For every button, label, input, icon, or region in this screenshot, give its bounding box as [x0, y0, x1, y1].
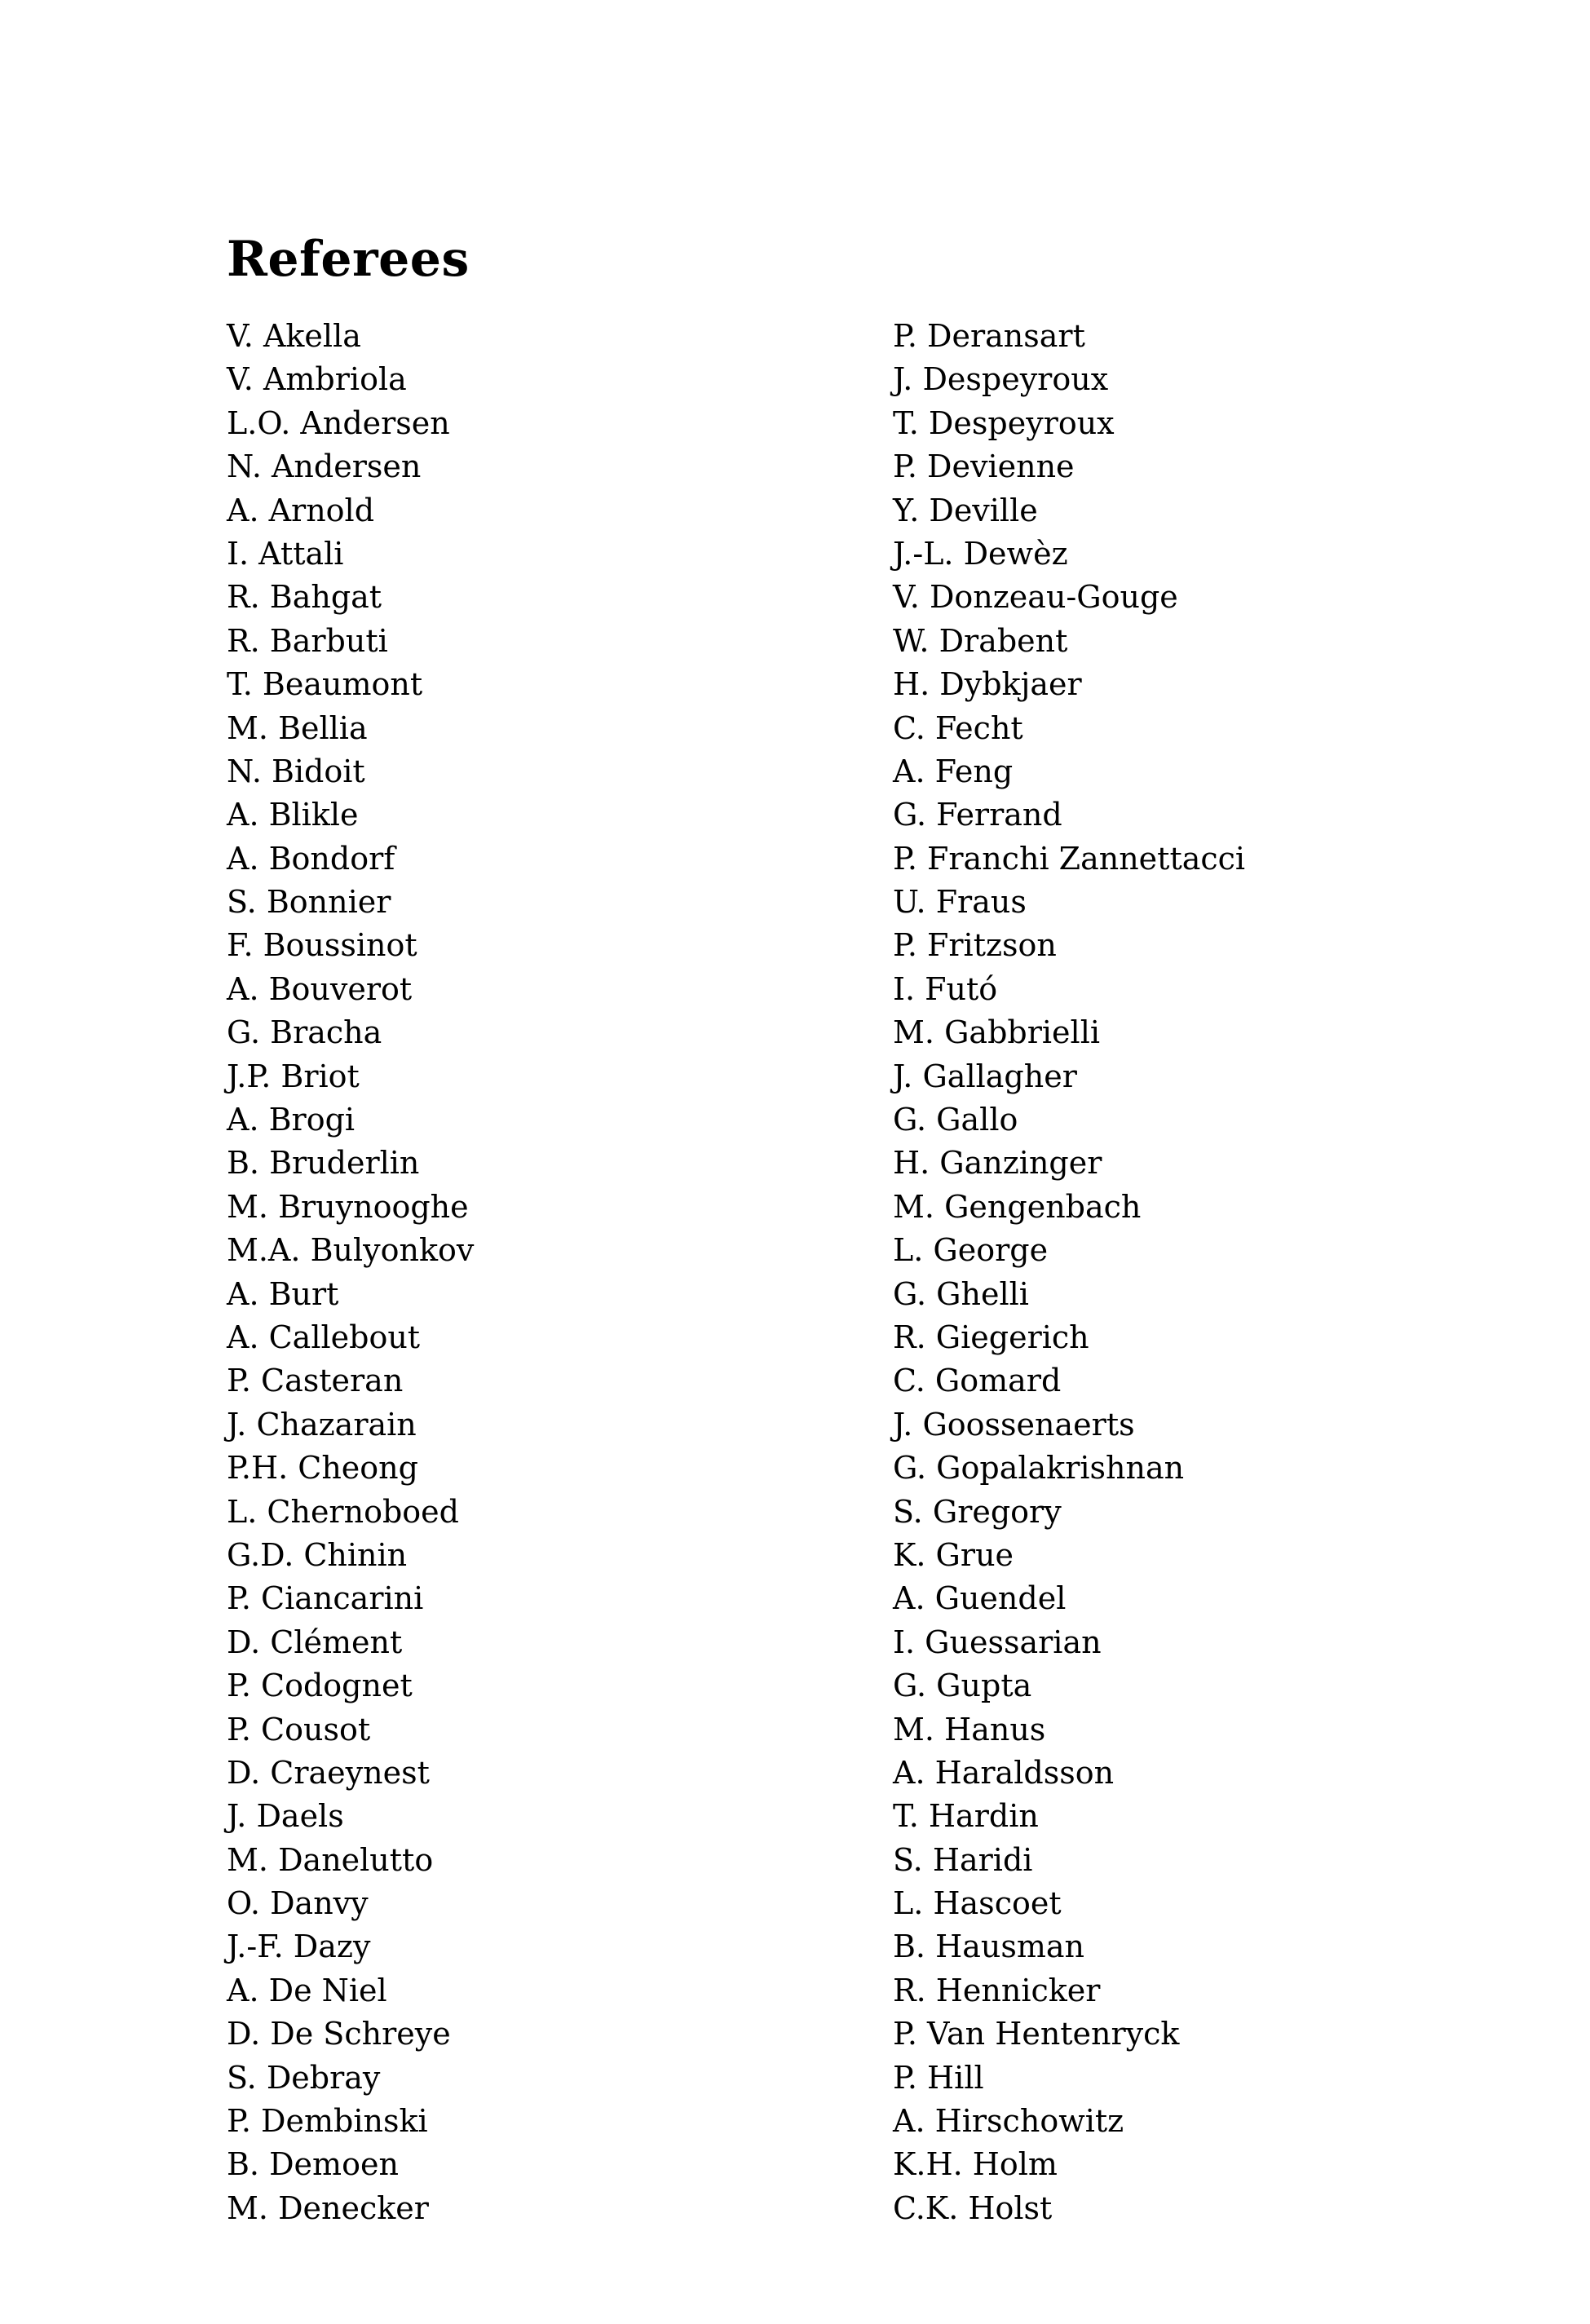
referee-name: L. Chernoboed — [227, 1493, 459, 1530]
referee-name: M. Bruynooghe — [227, 1188, 469, 1225]
referee-name: G. Bracha — [227, 1014, 382, 1051]
referee-name: O. Danvy — [227, 1885, 369, 1922]
referee-name: A. De Niel — [227, 1972, 387, 2008]
referee-name: N. Bidoit — [227, 753, 365, 789]
referee-name: P. Ciancarini — [227, 1580, 424, 1617]
referee-name: J. Chazarain — [227, 1406, 417, 1443]
referee-name: P. Fritzson — [893, 927, 1057, 964]
referee-name: P. Van Hentenryck — [893, 2016, 1180, 2052]
referee-name: P.H. Cheong — [227, 1450, 418, 1487]
referee-name: R. Hennicker — [893, 1972, 1101, 2008]
referee-name: A. Arnold — [227, 492, 375, 528]
referee-name: B. Bruderlin — [227, 1145, 420, 1182]
referee-name: T. Hardin — [893, 1798, 1039, 1835]
referee-list-left — [227, 315, 474, 2230]
referee-name: R. Giegerich — [893, 1319, 1089, 1355]
referee-name: G. Gopalakrishnan — [893, 1450, 1185, 1487]
referee-name: C.K. Holst — [893, 2189, 1053, 2226]
referee-name: G.D. Chinin — [227, 1536, 408, 1573]
referee-name: D. Craeynest — [227, 1754, 430, 1791]
referee-name: G. Gallo — [893, 1102, 1018, 1138]
page-title: Referees — [227, 231, 470, 288]
referee-name: L.O. Andersen — [227, 404, 450, 441]
referee-name: K. Grue — [893, 1536, 1014, 1573]
referee-name: G. Gupta — [893, 1668, 1032, 1704]
referee-name: A. Callebout — [227, 1319, 421, 1355]
referee-name: R. Barbuti — [227, 622, 388, 659]
referee-name: J. Despeyroux — [893, 361, 1109, 398]
referee-name: J.-L. Dewèz — [893, 535, 1068, 572]
referee-name: A. Hirschowitz — [893, 2103, 1124, 2140]
referee-name: M. Gabbrielli — [893, 1014, 1100, 1051]
referee-name: I. Guessarian — [893, 1624, 1102, 1660]
referee-name: S. Bonnier — [227, 884, 391, 921]
referee-name: C. Fecht — [893, 709, 1023, 746]
referee-name: C. Gomard — [893, 1363, 1062, 1399]
referee-name: A. Guendel — [893, 1580, 1067, 1617]
referee-name: L. Hascoet — [893, 1885, 1062, 1922]
referee-name: B. Hausman — [893, 1929, 1085, 1965]
referee-name: I. Futó — [893, 970, 998, 1007]
referee-name: P. Hill — [893, 2059, 984, 2096]
referee-name: V. Akella — [227, 318, 361, 354]
referee-name: Y. Deville — [893, 492, 1038, 528]
referee-name: A. Feng — [893, 753, 1014, 789]
referee-name: A. Bouverot — [227, 970, 413, 1007]
referee-name: P. Devienne — [893, 448, 1075, 485]
referee-name: P. Cousot — [227, 1711, 371, 1747]
referee-name: V. Donzeau-Gouge — [893, 579, 1178, 616]
referee-name: J. Goossenaerts — [893, 1406, 1135, 1443]
referee-name: J.P. Briot — [227, 1058, 360, 1094]
referee-name: T. Beaumont — [227, 666, 423, 703]
referee-name: A. Brogi — [227, 1102, 356, 1138]
referee-name: A. Blikle — [227, 797, 359, 833]
referee-name: S. Haridi — [893, 1841, 1033, 1878]
referee-name: D. De Schreye — [227, 2016, 451, 2052]
referee-name: P. Deransart — [893, 318, 1085, 354]
referee-name: T. Despeyroux — [893, 404, 1115, 441]
referee-name: A. Haraldsson — [893, 1754, 1115, 1791]
referee-name: P. Casteran — [227, 1363, 404, 1399]
referee-name: M. Bellia — [227, 709, 368, 746]
referee-name: M. Danelutto — [227, 1841, 434, 1878]
referee-name: I. Attali — [227, 535, 344, 572]
referee-name: D. Clément — [227, 1624, 403, 1660]
referee-name: G. Ghelli — [893, 1275, 1029, 1312]
referee-name: M. Hanus — [893, 1711, 1046, 1747]
referee-list-right — [893, 315, 1245, 2230]
referee-name: S. Debray — [227, 2059, 381, 2096]
referee-name: F. Boussinot — [227, 927, 417, 964]
referee-name: J. Daels — [227, 1798, 344, 1835]
referee-name: W. Drabent — [893, 622, 1068, 659]
referee-name: N. Andersen — [227, 448, 422, 485]
referee-name: K.H. Holm — [893, 2146, 1058, 2183]
referee-name: A. Bondorf — [227, 840, 395, 877]
referee-name: S. Gregory — [893, 1493, 1062, 1530]
referee-name: U. Fraus — [893, 884, 1027, 921]
referee-name: A. Burt — [227, 1275, 339, 1312]
referee-name: M.A. Bulyonkov — [227, 1232, 475, 1269]
referee-name: M. Denecker — [227, 2189, 429, 2226]
referee-name: L. George — [893, 1232, 1049, 1269]
referee-name: B. Demoen — [227, 2146, 399, 2183]
referee-name: M. Gengenbach — [893, 1188, 1142, 1225]
referee-name: J.-F. Dazy — [227, 1929, 371, 1965]
referee-name: G. Ferrand — [893, 797, 1062, 833]
referee-name: R. Bahgat — [227, 579, 382, 616]
referee-name: P. Codognet — [227, 1668, 413, 1704]
referee-name: P. Franchi Zannettacci — [893, 840, 1246, 877]
referee-name: V. Ambriola — [227, 361, 407, 398]
referee-name: J. Gallagher — [893, 1058, 1077, 1094]
referee-name: P. Dembinski — [227, 2103, 428, 2140]
referee-name: H. Ganzinger — [893, 1145, 1102, 1182]
referee-name: H. Dybkjaer — [893, 666, 1082, 703]
